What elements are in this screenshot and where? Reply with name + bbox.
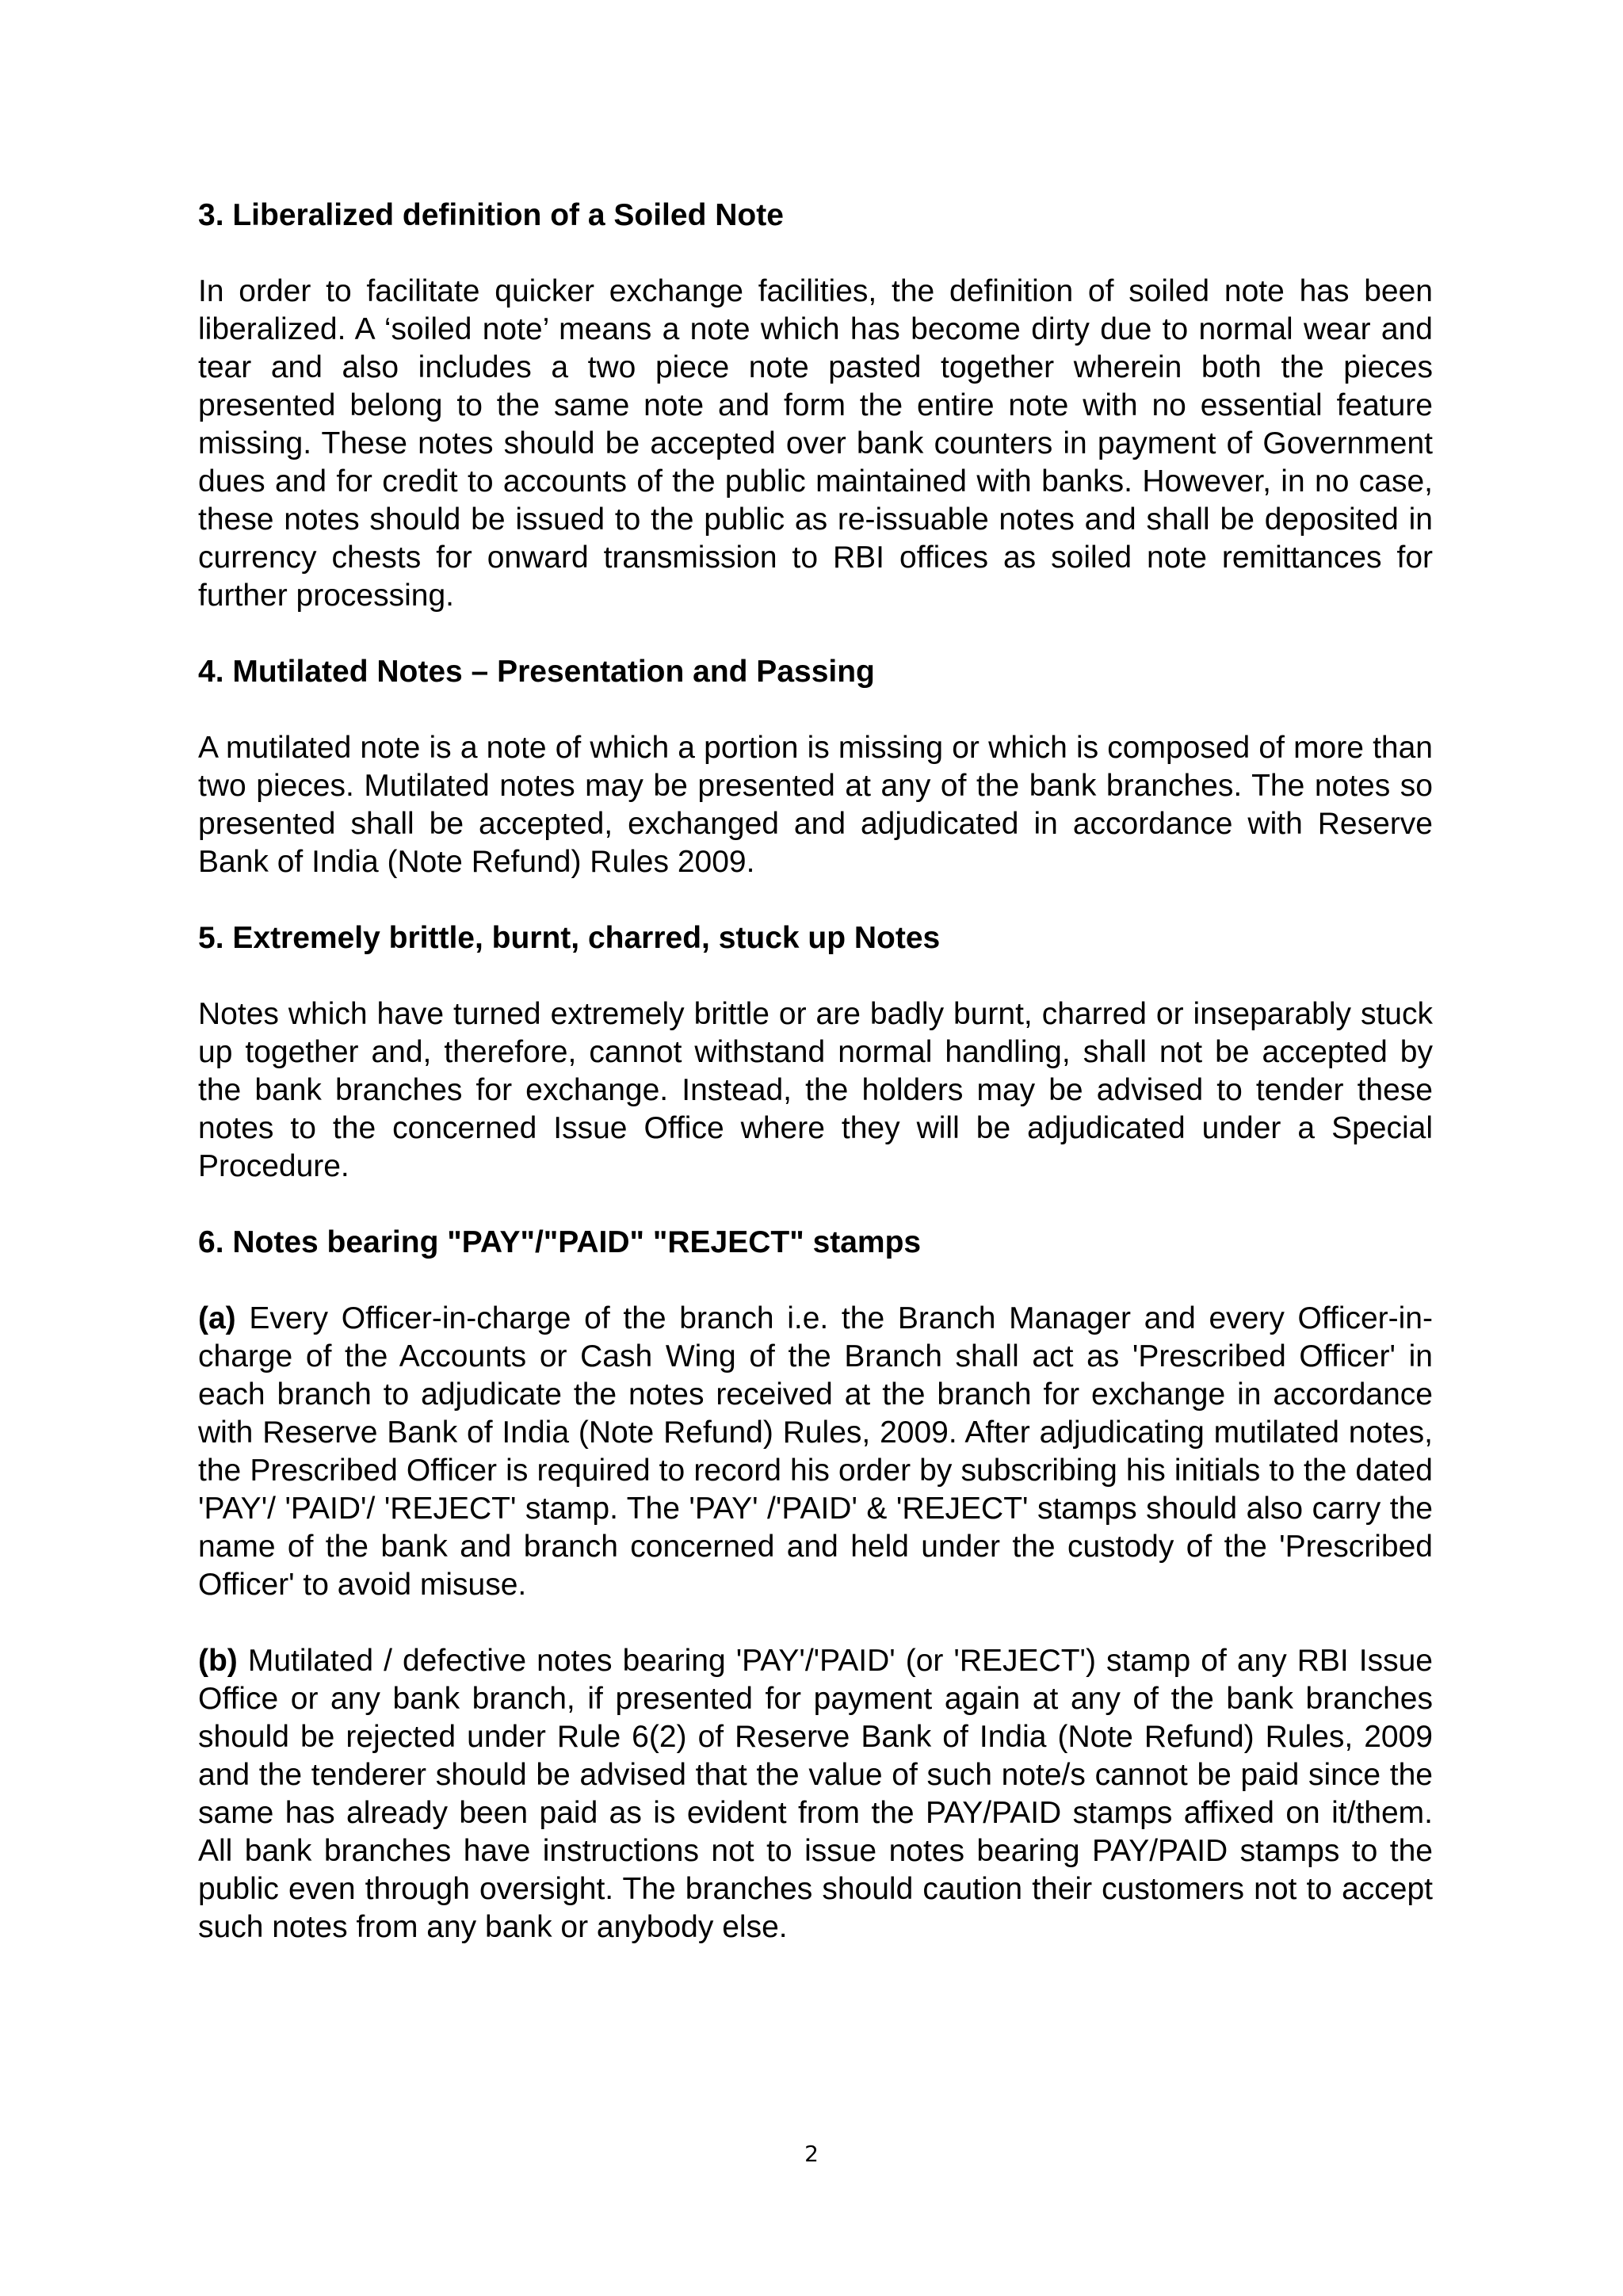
page-number: 2	[804, 2141, 819, 2167]
section-4-paragraph: A mutilated note is a note of which a portion is missing or which is composed of more than two pieces. Mutilated notes may be presented at any of the bank branches. The notes so presented shall be accepted, exchanged and adjudicated in accordance with Reserve Bank of India (Note Refund) Rules 2009.	[198, 731, 1433, 879]
section-6-paragraph-b	[198, 1642, 1433, 1946]
section-5-heading: 5. Extremely brittle, burnt, charred, stuck up Notes	[198, 921, 941, 955]
section-3-paragraph: In order to facilitate quicker exchange facilities, the definition of soiled note has been liberalized. A ‘soiled note’ means a note which has become dirty due to normal wear and tear and also includes a two piece note pasted together wherein both the pieces presented belong to the same note and form the entire note with no essential feature missing. These notes should be accepted over bank counters in payment of Government dues and for credit to accounts of the public maintained with banks. However, in no case, these notes should be issued to the public as re-issuable notes and shall be deposited in currency chests for onward transmission to RBI offices as soiled note remittances for further processing.	[198, 274, 1433, 613]
paragraph-b-label: (b)	[198, 1644, 238, 1678]
paragraph-a-text: Every Officer-in-charge of the branch i.e. the Branch Manager and every Officer-in-charge of the Accounts or Cash Wing of the Branch shall act as 'Prescribed Officer' in each branch to adjudicate the notes received at the branch for exchange in accordance with Reserve Bank of India (Note Refund) Rules, 2009. After adjudicating mutilated notes, the Prescribed Officer is required to record his order by subscribing his initials to the dated 'PAY'/ 'PAID'/ 'REJECT' stamp. The 'PAY' /'PAID' & 'REJECT' stamps should also carry the name of the bank and branch concerned and held under the custody of the 'Prescribed Officer' to avoid misuse.	[198, 1301, 1433, 1602]
section-4-heading: 4. Mutilated Notes – Presentation and Passing	[198, 655, 875, 689]
section-6-heading: 6. Notes bearing "PAY"/"PAID" "REJECT" stamps	[198, 1225, 922, 1259]
section-6-paragraph-a	[198, 1300, 1433, 1604]
section-3-heading: 3. Liberalized definition of a Soiled Note	[198, 198, 784, 232]
section-5-paragraph: Notes which have turned extremely brittle or are badly burnt, charred or inseparably stuck up together and, therefore, cannot withstand normal handling, shall not be accepted by the bank branches for exchange. Instead, the holders may be advised to tender these notes to the concerned Issue Office where they will be adjudicated under a Special Procedure.	[198, 997, 1433, 1183]
paragraph-a-label: (a)	[198, 1301, 236, 1335]
document-page	[198, 197, 1433, 1946]
paragraph-b-text: Mutilated / defective notes bearing 'PAY'/'PAID' (or 'REJECT') stamp of any RBI Issue Office or any bank branch, if presented for payment again at any of the bank branches should be rejected under Rule 6(2) of Reserve Bank of India (Note Refund) Rules, 2009 and the tenderer should be advised that the value of such note/s cannot be paid since the same has already been paid as is evident from the PAY/PAID stamps affixed on it/them. All bank branches have instructions not to issue notes bearing PAY/PAID stamps to the public even through oversight. The branches should caution their customers not to accept such notes from any bank or anybody else.	[198, 1644, 1433, 1944]
